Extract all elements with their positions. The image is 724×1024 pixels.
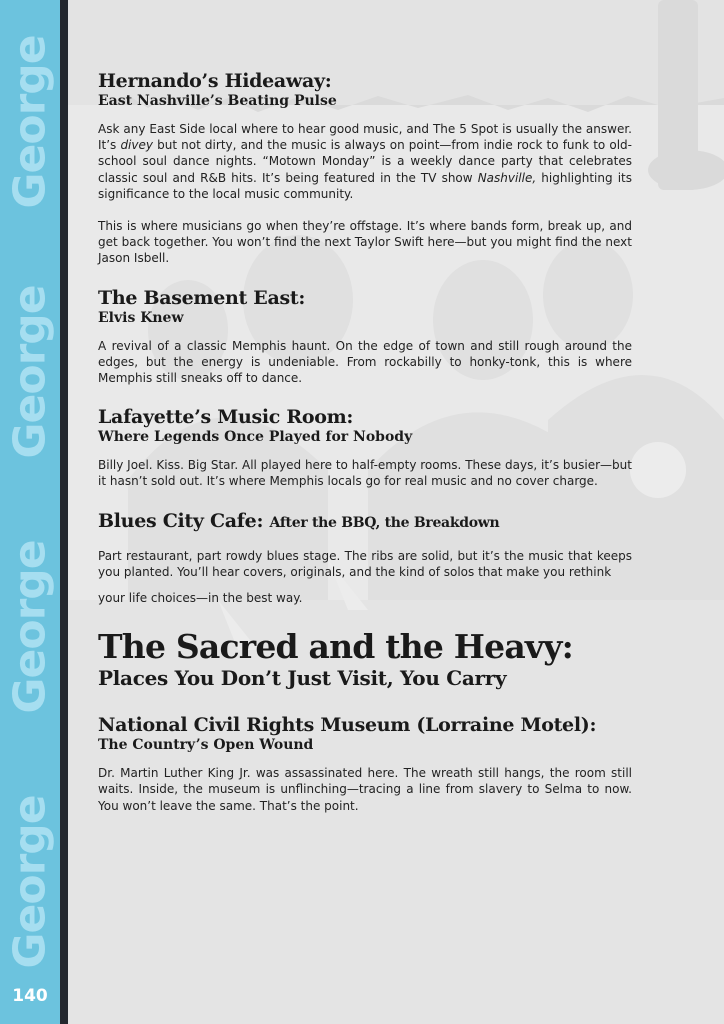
sidebar [0,0,60,1024]
section-lafayettes [98,406,632,489]
section-subtitle: Elvis Knew [98,309,184,326]
paragraph: Billy Joel. Kiss. Big Star. All played here to half-empty rooms. These days, it’s busier—but it hasn’t sold out. It’s where Memphis locals go for real music and no cover charge. [98,458,632,489]
feature-title: The Sacred and the Heavy: [98,627,574,667]
section-title: Blues City Cafe: After the BBQ, the Breakdown [98,509,500,532]
section-subtitle: Where Legends Once Played for Nobody [98,429,413,446]
sidebar-word: George [4,285,56,459]
section-blues-city-cafe [98,510,632,607]
section-hernandos [98,70,632,267]
section-subtitle: The Country’s Open Wound [98,737,314,754]
page-number: 140 [12,986,48,1006]
sidebar-divider [60,0,68,1024]
section-civil-rights-museum [98,714,632,814]
feature-heading [98,628,632,690]
sidebar-word: George [4,795,56,969]
feature-subtitle: Places You Don’t Just Visit, You Carry [98,666,507,691]
paragraph: A revival of a classic Memphis haunt. On the edge of town and still rough around the edges, but the energy is undeniable. From rockabilly to honky-tonk, this is where Memphis still sneaks off to dance. [98,338,632,386]
section-title: Lafayette’s Music Room: [98,406,354,429]
section-title: Hernando’s Hideaway: [98,70,332,92]
paragraph: This is where musicians go when they’re offstage. It’s where bands form, break up, and get back together. You won’t find the next Taylor Swift here—but you might find the next Jason Isbell. [98,219,632,266]
section-subtitle: East Nashville’s Beating Pulse [98,93,337,109]
paragraph: Part restaurant, part rowdy blues stage. The ribs are solid, but it’s the music that keeps you planted. You’ll hear covers, originals, and the kind of solos that make you rethink [98,548,632,579]
section-title: National Civil Rights Museum (Lorraine Motel): [98,714,597,737]
sidebar-word: George [4,540,56,714]
sidebar-word: George [4,35,56,209]
paragraph: Dr. Martin Luther King Jr. was assassinated here. The wreath still hangs, the room still waits. Inside, the museum is unflinching—tracing a line from slavery to Selma to now. You won’t leave the same. That’s the point. [98,766,632,813]
section-basement-east [98,287,632,387]
page-content [98,70,632,814]
section-title: The Basement East: [98,286,306,309]
paragraph: your life choices—in the best way. [98,591,303,606]
section-subtitle: After the BBQ, the Breakdown [269,514,500,531]
paragraph: Ask any East Side local where to hear good music, and The 5 Spot is usually the answer. It’s divey but not dirty, and the music is always on point—from indie rock to funk to old-school soul dance nights. “Motown Monday” is a weekly dance party that celebrates classic soul and R&B hits. It’s being featured in the TV show Nashville, highlighting its significance to the local music community. [98,122,632,201]
